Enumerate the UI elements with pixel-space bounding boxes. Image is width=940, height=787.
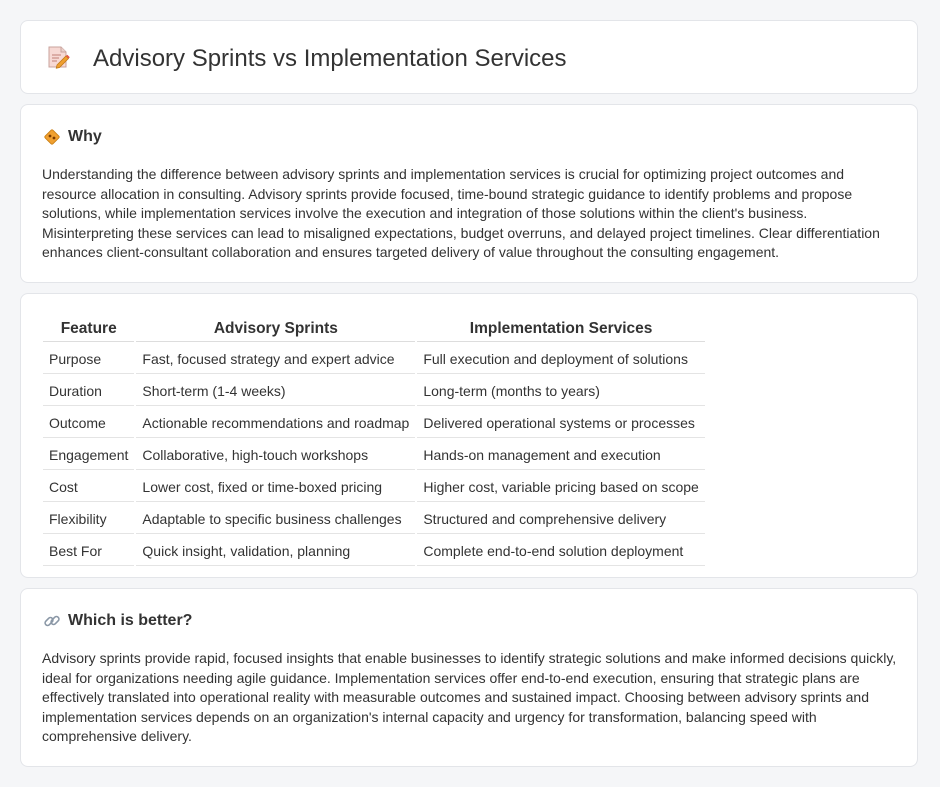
table-row: [43, 536, 705, 566]
table-row: [43, 504, 705, 534]
feature-cell: Flexibility: [43, 504, 134, 534]
implementation-cell: Long-term (months to years): [417, 376, 705, 406]
why-text: Understanding the difference between advisory sprints and implementation services is crucial for optimizing project outcomes and resource allocation in consulting. Advisory sprints provide focused, time-bound strategic guidance to identify problems and propose solutions, while implementation services involve the execution and integration of those solutions within the client's business. Misinterpreting these services can lead to misaligned expectations, budget overruns, and delayed project timelines. Clear differentiation enhances client-consultant collaboration and ensures targeted delivery of value throughout the consulting engagement.: [42, 166, 880, 261]
header-feature: Feature: [43, 315, 134, 342]
better-text: Advisory sprints provide rapid, focused insights that enable businesses to identify strategic solutions and make informed decisions quickly, ideal for organizations needing agile guidance. Implementation services offer end-to-end execution, ensuring that strategic plans are effectively translated into operational reality with measurable outcomes and sustained impact. Choosing between advisory sprints and implementation services depends on an organization's internal capacity and urgency for transformation, balancing speed with comprehensive delivery.: [42, 650, 897, 745]
feature-cell: Best For: [43, 536, 134, 566]
advisory-cell: Fast, focused strategy and expert advice: [136, 344, 415, 374]
table-row: [43, 472, 705, 502]
why-title: Why: [68, 128, 102, 145]
table-row: [43, 408, 705, 438]
table-header-row: [43, 315, 705, 342]
feature-cell: Cost: [43, 472, 134, 502]
document-pencil-icon: [45, 44, 71, 70]
table-row: [43, 376, 705, 406]
advisory-cell: Short-term (1-4 weeks): [136, 376, 415, 406]
why-heading: [43, 125, 102, 149]
comparison-section: [20, 293, 918, 578]
advisory-cell: Quick insight, validation, planning: [136, 536, 415, 566]
advisory-cell: Adaptable to specific business challenges: [136, 504, 415, 534]
page-title: Advisory Sprints vs Implementation Services: [93, 45, 567, 72]
implementation-cell: Hands-on management and execution: [417, 440, 705, 470]
implementation-cell: Full execution and deployment of solutions: [417, 344, 705, 374]
feature-cell: Outcome: [43, 408, 134, 438]
comparison-table: [41, 313, 707, 568]
better-heading: [43, 609, 192, 633]
table-row: [43, 344, 705, 374]
which-is-better-section: [20, 588, 918, 767]
diamond-sign-icon: [43, 128, 61, 146]
header-advisory-sprints: Advisory Sprints: [136, 315, 415, 342]
advisory-cell: Collaborative, high-touch workshops: [136, 440, 415, 470]
implementation-cell: Complete end-to-end solution deployment: [417, 536, 705, 566]
feature-cell: Purpose: [43, 344, 134, 374]
advisory-cell: Actionable recommendations and roadmap: [136, 408, 415, 438]
implementation-cell: Higher cost, variable pricing based on scope: [417, 472, 705, 502]
feature-cell: Duration: [43, 376, 134, 406]
implementation-cell: Structured and comprehensive delivery: [417, 504, 705, 534]
link-icon: [43, 612, 61, 630]
better-title: Which is better?: [68, 612, 193, 629]
advisory-cell: Lower cost, fixed or time-boxed pricing: [136, 472, 415, 502]
why-section: [20, 104, 918, 283]
feature-cell: Engagement: [43, 440, 134, 470]
implementation-cell: Delivered operational systems or processes: [417, 408, 705, 438]
table-row: [43, 440, 705, 470]
header-card: [20, 20, 918, 94]
header-implementation-services: Implementation Services: [417, 315, 705, 342]
